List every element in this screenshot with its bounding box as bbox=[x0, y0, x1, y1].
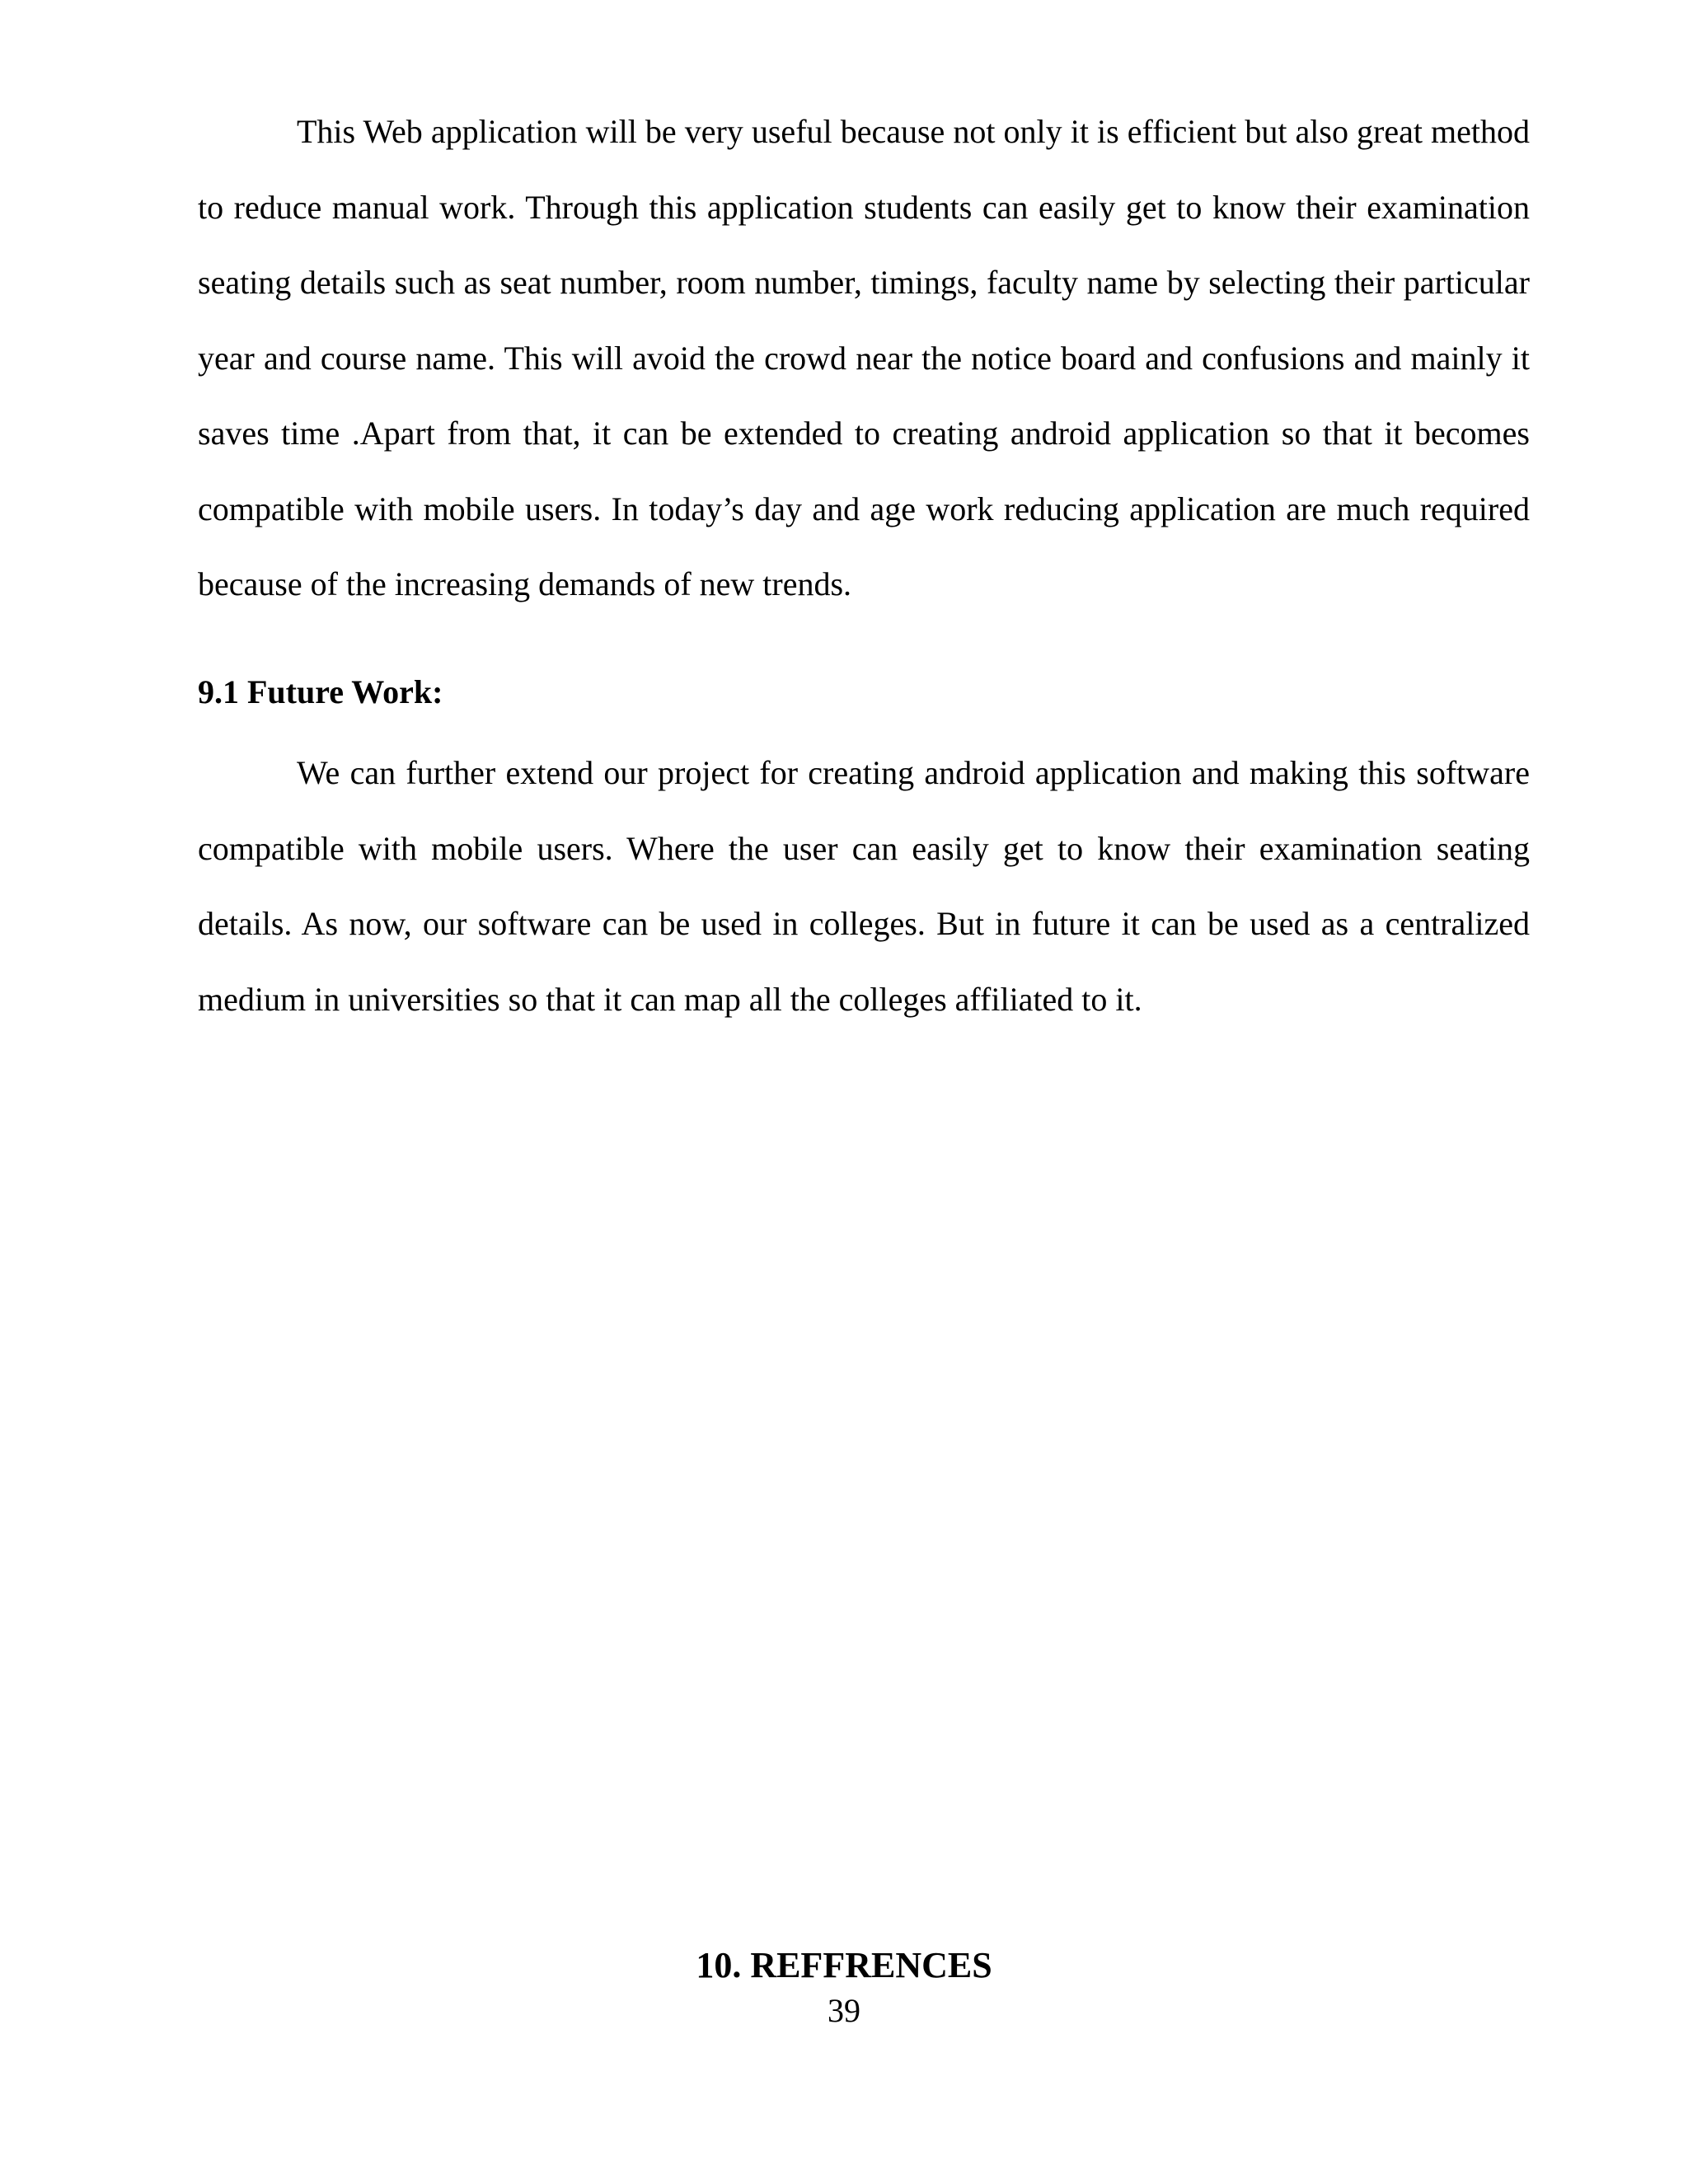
references-heading: 10. REFFRENCES bbox=[696, 1945, 992, 1985]
future-work-paragraph: We can further extend our project for creating android application and making this software compatible with mobile users. Where the user can easily get to know their examination seating details. As now, our software can be used in colleges. But in future it can be used as a centralized medium in universities so that it can map all the colleges affiliated to it. bbox=[198, 754, 1530, 1018]
future-work-heading: 9.1 Future Work: bbox=[198, 673, 443, 710]
conclusion-paragraph: This Web application will be very useful because not only it is efficient but also great method to reduce manual work. Through this application students can easily get to know their examination seating details such as seat number, room number, timings, faculty name by selecting their particular year and course name. This will avoid the crowd near the notice board and confusions and mainly it saves time .Apart from that, it can be extended to creating android application so that it becomes compatible with mobile users. In today’s day and age work reducing application are much required because of the increasing demands of new trends. bbox=[198, 113, 1530, 602]
page-number: 39 bbox=[828, 1992, 860, 2029]
